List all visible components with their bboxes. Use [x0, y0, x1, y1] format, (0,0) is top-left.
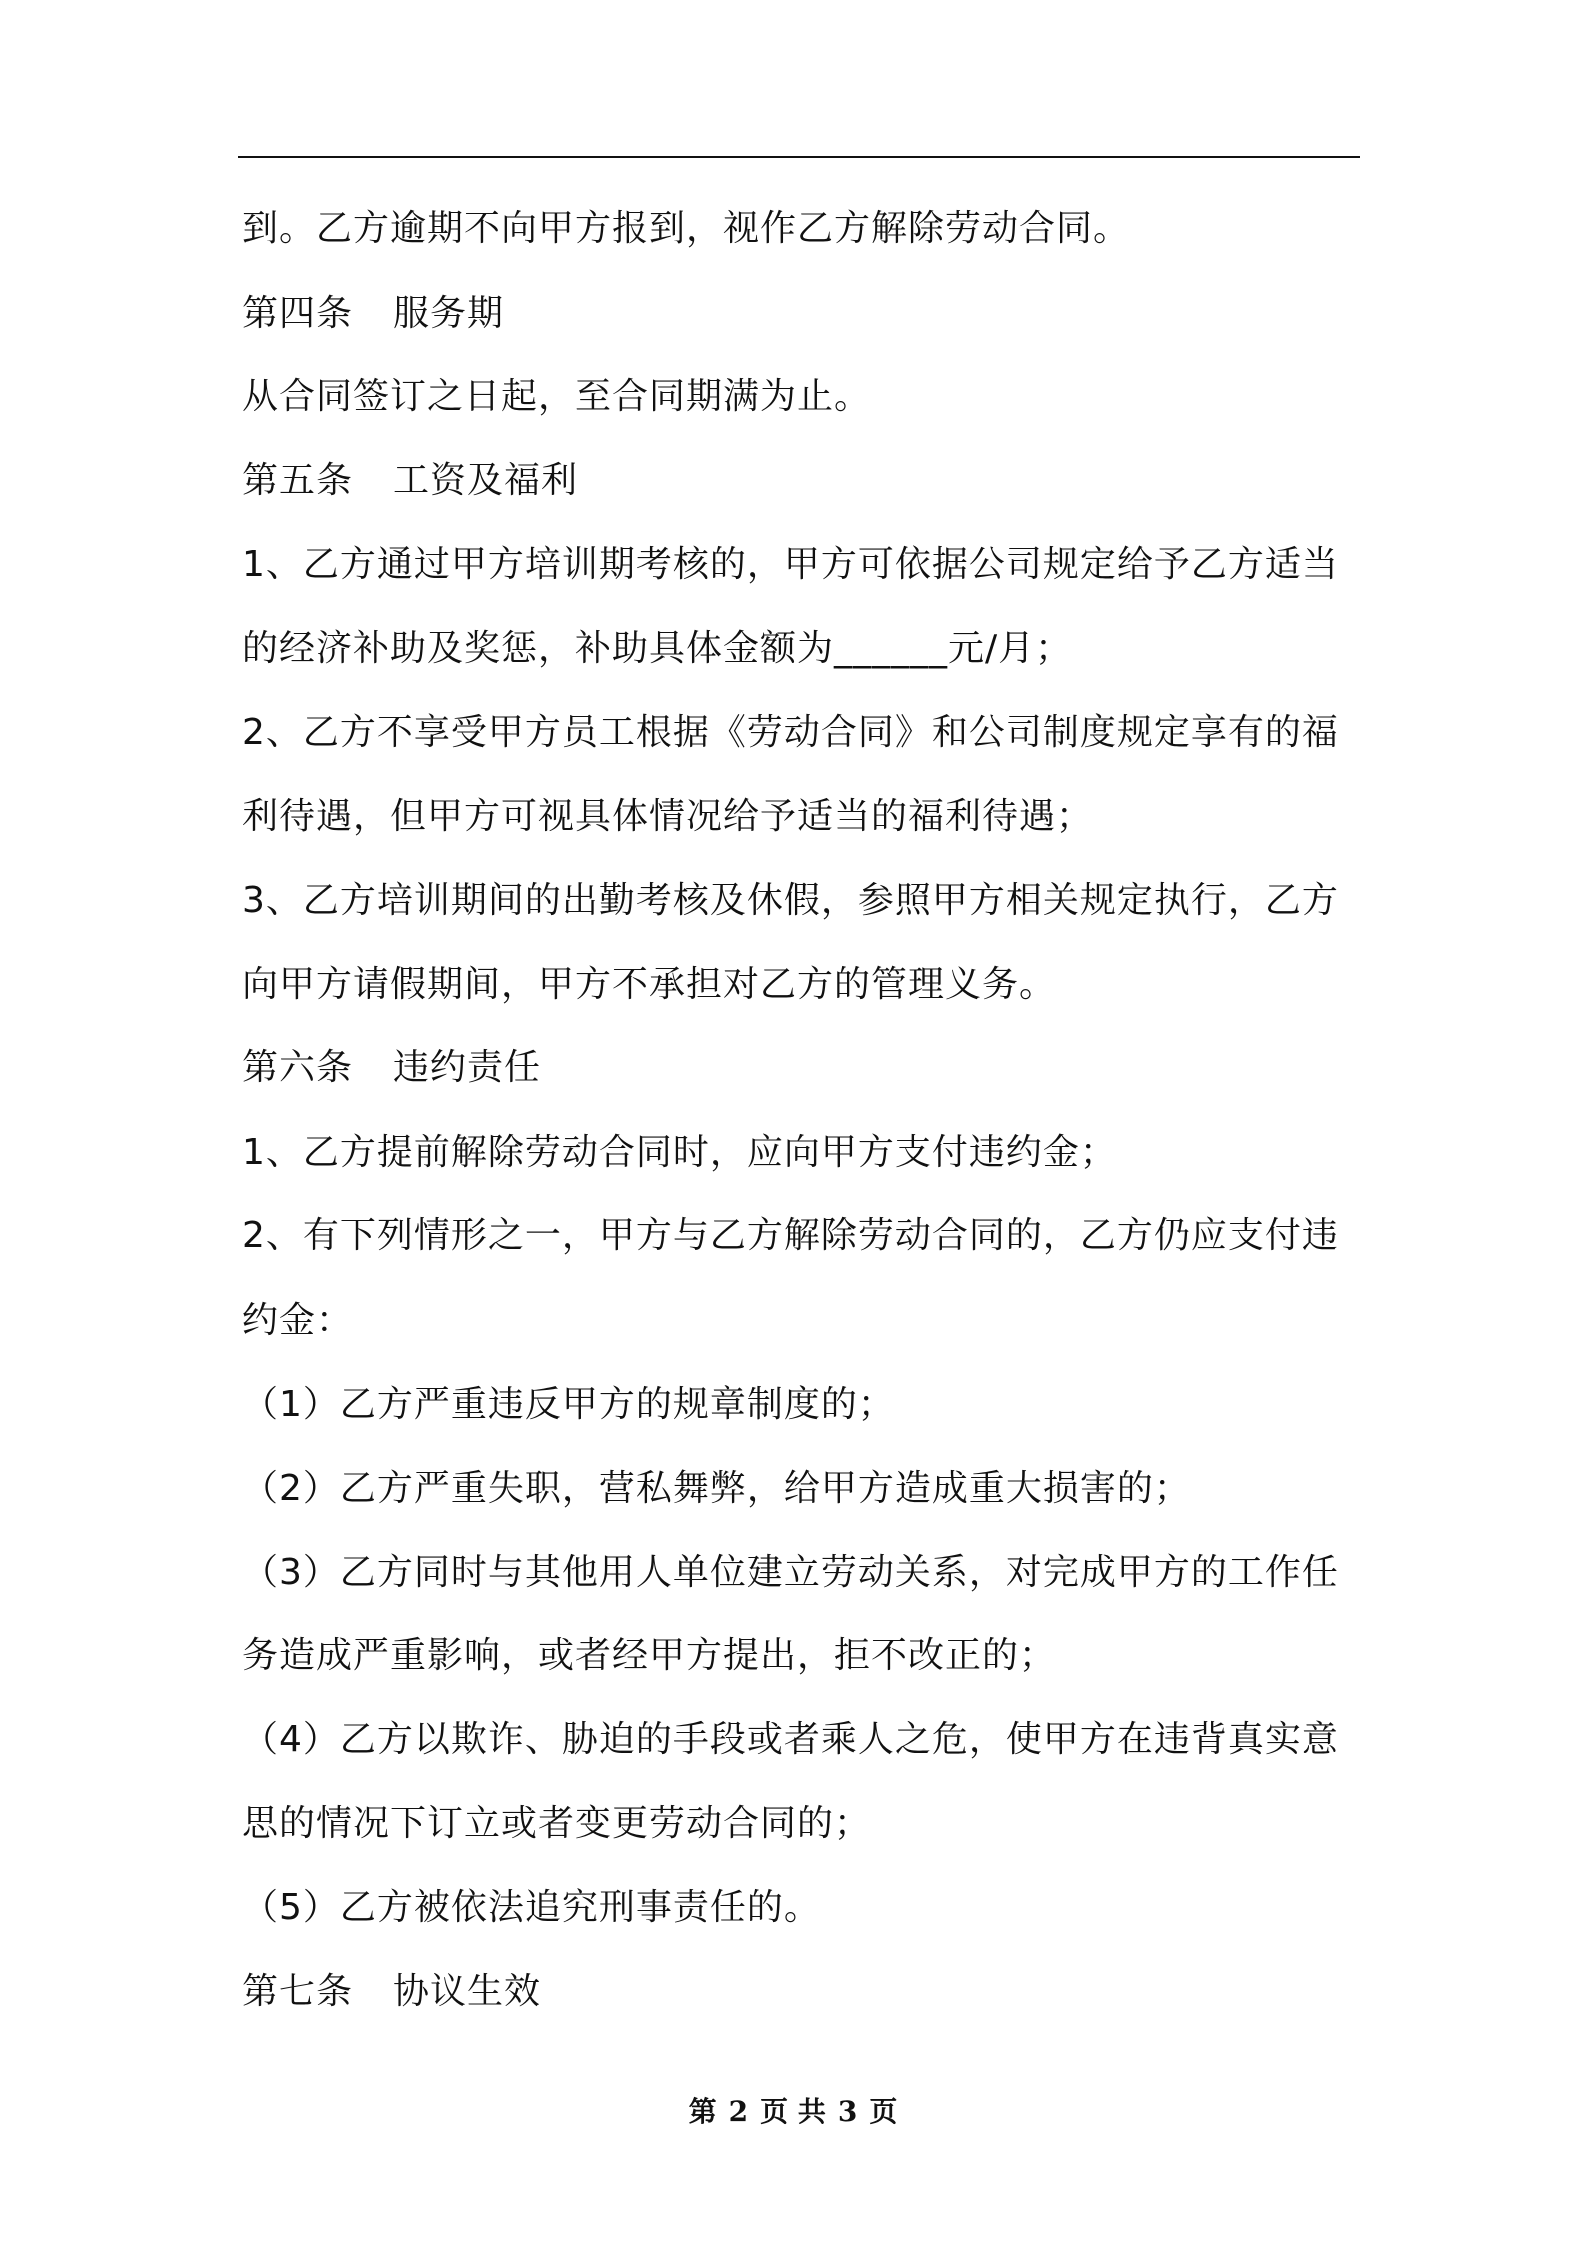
total-pages-number: 3 [837, 2095, 858, 2128]
paragraph-line: 的经济补助及奖惩，补助具体金额为______元/月； [242, 628, 1073, 669]
paragraph-line: 约金： [242, 1300, 354, 1341]
paragraph-line: 1、乙方提前解除劳动合同时，应向甲方支付违约金； [242, 1132, 1117, 1173]
paragraph-line: 2、有下列情形之一，甲方与乙方解除劳动合同的，乙方仍应支付违 [242, 1215, 1339, 1256]
paragraph-line: （1）乙方严重违反甲方的规章制度的； [242, 1384, 895, 1425]
paragraph-line: 2、乙方不享受甲方员工根据《劳动合同》和公司制度规定享有的福 [242, 712, 1339, 753]
paragraph-line: （4）乙方以欺诈、胁迫的手段或者乘人之危，使甲方在违背真实意 [242, 1719, 1339, 1760]
article-title: 协议生效 [393, 1971, 542, 2012]
paragraph-line: 务造成严重影响，或者经甲方提出，拒不改正的； [242, 1635, 1057, 1676]
page-number-footer [0, 2094, 1586, 2130]
paragraph-line: （5）乙方被依法追究刑事责任的。 [242, 1887, 821, 1928]
paragraph-line: 利待遇，但甲方可视具体情况给予适当的福利待遇； [242, 796, 1094, 837]
article-number: 第五条 [242, 460, 354, 501]
article-heading-5 [242, 459, 578, 503]
article-heading-4 [242, 292, 504, 336]
paragraph-line: 到。乙方逾期不向甲方报到，视作乙方解除劳动合同。 [242, 208, 1131, 249]
article-number: 第七条 [242, 1971, 354, 2012]
page-label-prefix: 第 [688, 2095, 717, 2128]
paragraph-line: 思的情况下订立或者变更劳动合同的； [242, 1803, 872, 1844]
current-page-number: 2 [728, 2095, 749, 2128]
article-number: 第四条 [242, 293, 354, 334]
paragraph-line: （2）乙方严重失职，营私舞弊，给甲方造成重大损害的； [242, 1468, 1191, 1509]
paragraph-line: 从合同签订之日起，至合同期满为止。 [242, 376, 872, 417]
page-label-suffix: 页 [869, 2095, 898, 2128]
article-title: 违约责任 [393, 1047, 542, 1088]
article-title: 工资及福利 [393, 460, 579, 501]
page-label-middle: 页 共 [760, 2095, 826, 2128]
article-heading-7 [242, 1970, 541, 2014]
article-number: 第六条 [242, 1047, 354, 1088]
paragraph-line: 3、乙方培训期间的出勤考核及休假，参照甲方相关规定执行，乙方 [242, 880, 1339, 921]
paragraph-line: 1、乙方通过甲方培训期考核的，甲方可依据公司规定给予乙方适当 [242, 544, 1339, 585]
article-heading-6 [242, 1046, 541, 1090]
article-title: 服务期 [393, 293, 505, 334]
paragraph-line: 向甲方请假期间，甲方不承担对乙方的管理义务。 [242, 964, 1057, 1005]
paragraph-line: （3）乙方同时与其他用人单位建立劳动关系，对完成甲方的工作任 [242, 1552, 1339, 1593]
header-divider [238, 156, 1360, 158]
